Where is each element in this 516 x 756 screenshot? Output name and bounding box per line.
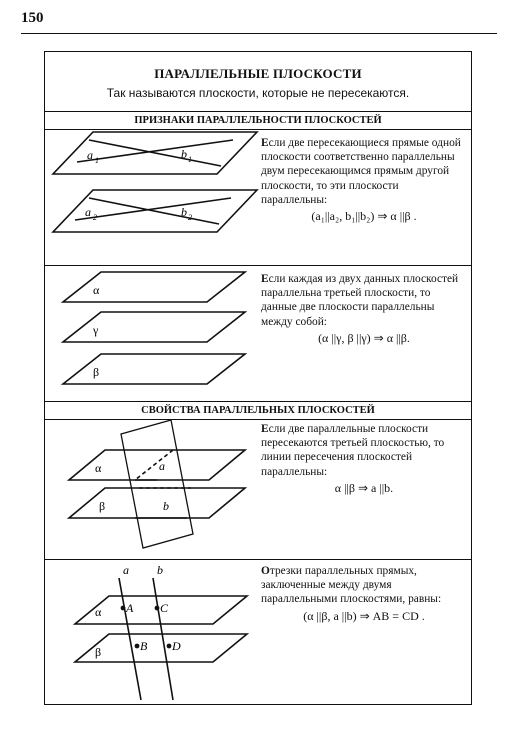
label-a: a [123,563,129,577]
property-2-body: трезки параллельных прямых, заключенные между двумя параллельными плоскостями, равны: [261,565,442,606]
criterion-1-text [261,136,467,223]
page-title: ПАРАЛЛЕЛЬНЫЕ ПЛОСКОСТИ [154,66,362,81]
property-1-formula: α ||β ⇒ a ||b. [334,480,394,495]
label-B: B [140,639,148,653]
label-b1: b [181,147,187,161]
content-frame [44,51,472,705]
criterion-2-formula: (α ||γ, β ||γ) ⇒ α ||β. [318,330,410,345]
label-b: b [157,563,163,577]
property-2-formula: (α ||β, a ||b) ⇒ AB = CD . [303,608,425,623]
property-1-text [261,422,467,495]
line-a1 [77,140,233,162]
label-beta: β [93,365,100,379]
property-2-lead: О [261,565,270,577]
label-beta: β [95,645,102,659]
property-1-body: сли две параллельные плоскости пересекаются третьей плоскостью, то линии пересечения плоскостей параллельны: [261,423,445,478]
title-band [45,52,471,112]
plane-secant [121,420,193,548]
label-b2-sub: 2 [188,213,192,222]
property-1-lead: Е [261,423,269,435]
label-b1-sub: 1 [188,155,192,164]
line-a2 [75,198,231,220]
dash-alpha-left [135,450,173,480]
criterion-1-formula: (a₁||a₂, b₁||b₂) ⇒ α ||β . [311,209,417,224]
property-2-text [261,564,467,623]
point-A [121,606,126,611]
page-number: 150 [21,10,44,26]
label-gamma: γ [93,323,99,337]
criterion-row-2 [45,266,471,402]
figure-three-parallel-planes [45,266,259,402]
label-A: A [126,601,134,615]
definition-text: Так называются плоскости, которые не пересекаются. [106,86,410,100]
plane-gamma [63,312,245,342]
criterion-row-1 [45,130,471,266]
label-alpha: α [95,605,102,619]
label-b2: b [181,205,187,219]
properties-header: СВОЙСТВА ПАРАЛЛЕЛЬНЫХ ПЛОСКОСТЕЙ [45,402,471,420]
label-a2-sub: 2 [93,213,97,222]
property-row-1 [45,420,471,560]
criterion-1-body: сли две пересекающиеся прямые одной плоскости соответственно параллельны двум пересекающимся прямым другой плоскости, то эти плоскости параллельны: [261,137,461,206]
plane-alpha [63,272,245,302]
criteria-header: ПРИЗНАКИ ПАРАЛЛЕЛЬНОСТИ ПЛОСКОСТЕЙ [45,112,471,130]
label-alpha: α [93,283,100,297]
point-B [135,644,140,649]
plane-beta [63,354,245,384]
label-b: b [163,499,169,513]
figure-parallel-segments-between-planes [45,560,259,704]
label-a1: a [87,148,93,162]
criterion-2-lead: Е [261,273,269,285]
header-rule [21,33,497,34]
criterion-2-body: сли каждая из двух данных плоскостей параллельна третьей плоскости, то данные две плоскости параллельны между собой: [261,273,459,328]
figure-two-planes-with-crossing-lines [45,130,259,266]
label-a2: a [85,205,91,219]
label-a1-sub: 1 [95,156,99,165]
label-alpha: α [95,461,102,475]
criterion-2-text [261,272,467,345]
label-D: D [172,639,181,653]
plane-beta [69,488,245,518]
label-a: a [159,459,165,473]
figure-planes-cut-by-third-plane [45,420,259,560]
point-D [167,644,172,649]
property-row-2 [45,560,471,704]
criterion-1-lead: Е [261,137,269,149]
label-C: C [160,601,169,615]
label-beta: β [99,499,106,513]
point-C [155,606,160,611]
